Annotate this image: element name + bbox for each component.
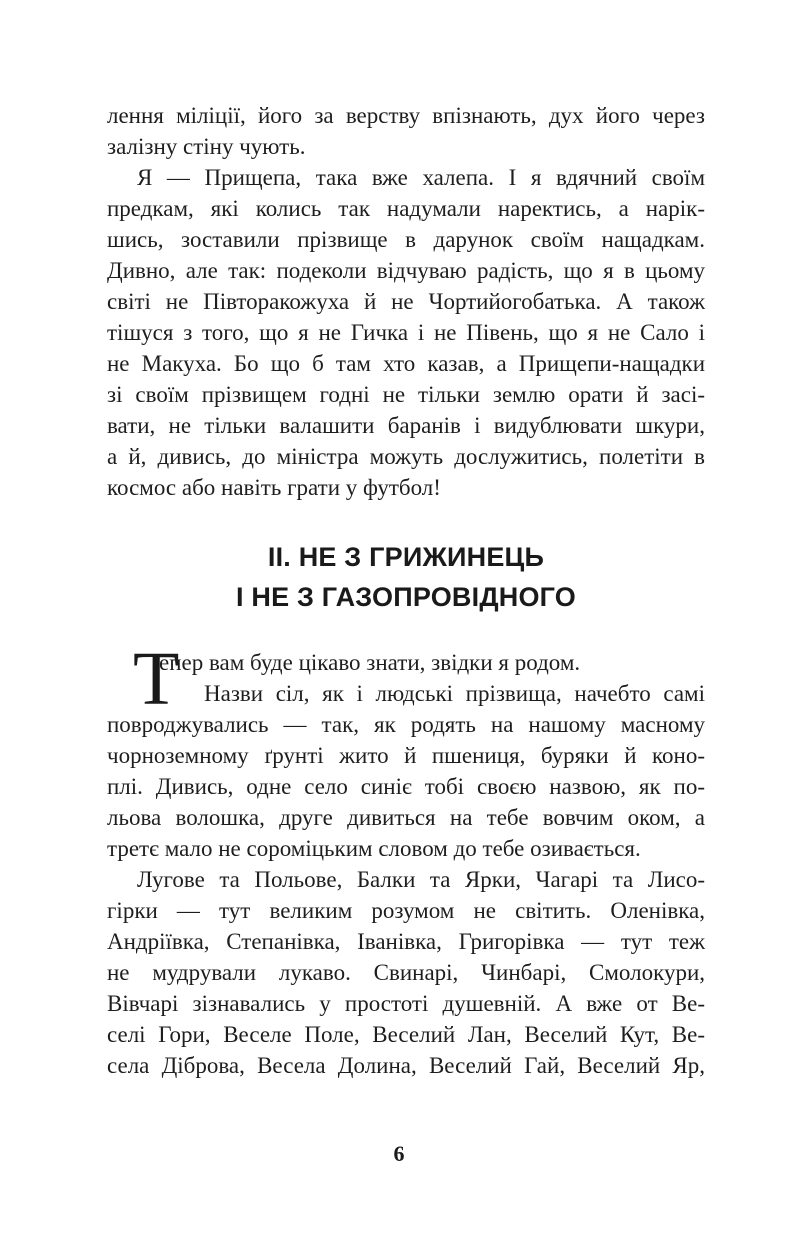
text-line: епер вам буде цікаво знати, звідки я родом. xyxy=(159,650,581,675)
text-line: Андріївка, Степанівка, Іванівка, Григорівка — тут теж xyxy=(107,929,705,954)
text-line: залізну стіну чують. xyxy=(107,134,306,159)
text-line: третє мало не сороміцьким словом до тебе озивається. xyxy=(107,836,641,861)
text-line: лення міліції, його за верству впізнають, дух його через xyxy=(107,103,705,128)
text-line: Я — Прищепа, така вже халепа. І я вдячний своїм xyxy=(137,165,705,190)
text-line: вати, не тільки валашити баранів і видублювати шкури, xyxy=(107,413,705,438)
chapter-heading-line-2: І НЕ З ГАЗОПРОВІДНОГО xyxy=(235,582,577,612)
text-line: не Макуха. Бо що б там хто казав, а Прищепи-нащадки xyxy=(107,351,705,376)
text-line: чорноземному ґрунті жито й пшениця, буряки й коно- xyxy=(107,743,705,768)
text-line: Назви сіл, як і людські прізвища, начебто самі xyxy=(204,681,705,706)
text-line: села Діброва, Весела Долина, Веселий Гай, Веселий Яр, xyxy=(107,1053,705,1078)
text-line: а й, дивись, до міністра можуть дослужитись, полетіти в xyxy=(107,444,705,469)
chapter-heading-line-1: II. НЕ З ГРИЖИНЕЦЬ xyxy=(267,542,545,572)
text-line: предкам, які колись так надумали наректись, а нарік- xyxy=(107,196,705,221)
drop-cap: Т xyxy=(133,637,180,721)
chapter-heading xyxy=(107,537,705,617)
text-line: гірки — тут великим розумом не світить. Оленівка, xyxy=(107,898,705,923)
text-line: плі. Дивись, одне село синіє тобі своєю назвою, як по- xyxy=(107,774,705,799)
paragraph xyxy=(107,864,705,1081)
text-line: світі не Півторакожуха й не Чортийогобатька. А також xyxy=(107,289,705,314)
text-line: Лугове та Польове, Балки та Ярки, Чагарі та Лисо- xyxy=(137,867,705,892)
text-line: космос або навіть грати у футбол! xyxy=(107,475,441,500)
text-line: Вівчарі зізнавались у простоті душевній. А вже от Ве- xyxy=(107,991,705,1016)
text-line: зі своїм прізвищем годні не тільки землю орати й засі- xyxy=(107,382,705,407)
page-body xyxy=(107,100,705,1081)
text-line: шись, зоставили прізвище в дарунок своїм нащадкам. xyxy=(107,227,705,252)
text-line: повроджувались — так, як родять на нашому масному xyxy=(107,712,705,737)
paragraph xyxy=(107,162,705,503)
text-line: льова волошка, друге дивиться на тебе вовчим оком, а xyxy=(107,805,705,830)
page-number: 6 xyxy=(393,1141,405,1166)
paragraph xyxy=(107,678,705,864)
paragraph xyxy=(107,100,705,162)
text-line: не мудрували лукаво. Свинарі, Чинбарі, Смолокури, xyxy=(107,960,705,985)
text-line: селі Гори, Веселе Поле, Веселий Лан, Веселий Кут, Ве- xyxy=(107,1022,705,1047)
text-line: Дивно, але так: подеколи відчуваю радість, що я в цьому xyxy=(107,258,705,283)
text-line: тішуся з того, що я не Гичка і не Півень, що я не Сало і xyxy=(107,320,705,345)
